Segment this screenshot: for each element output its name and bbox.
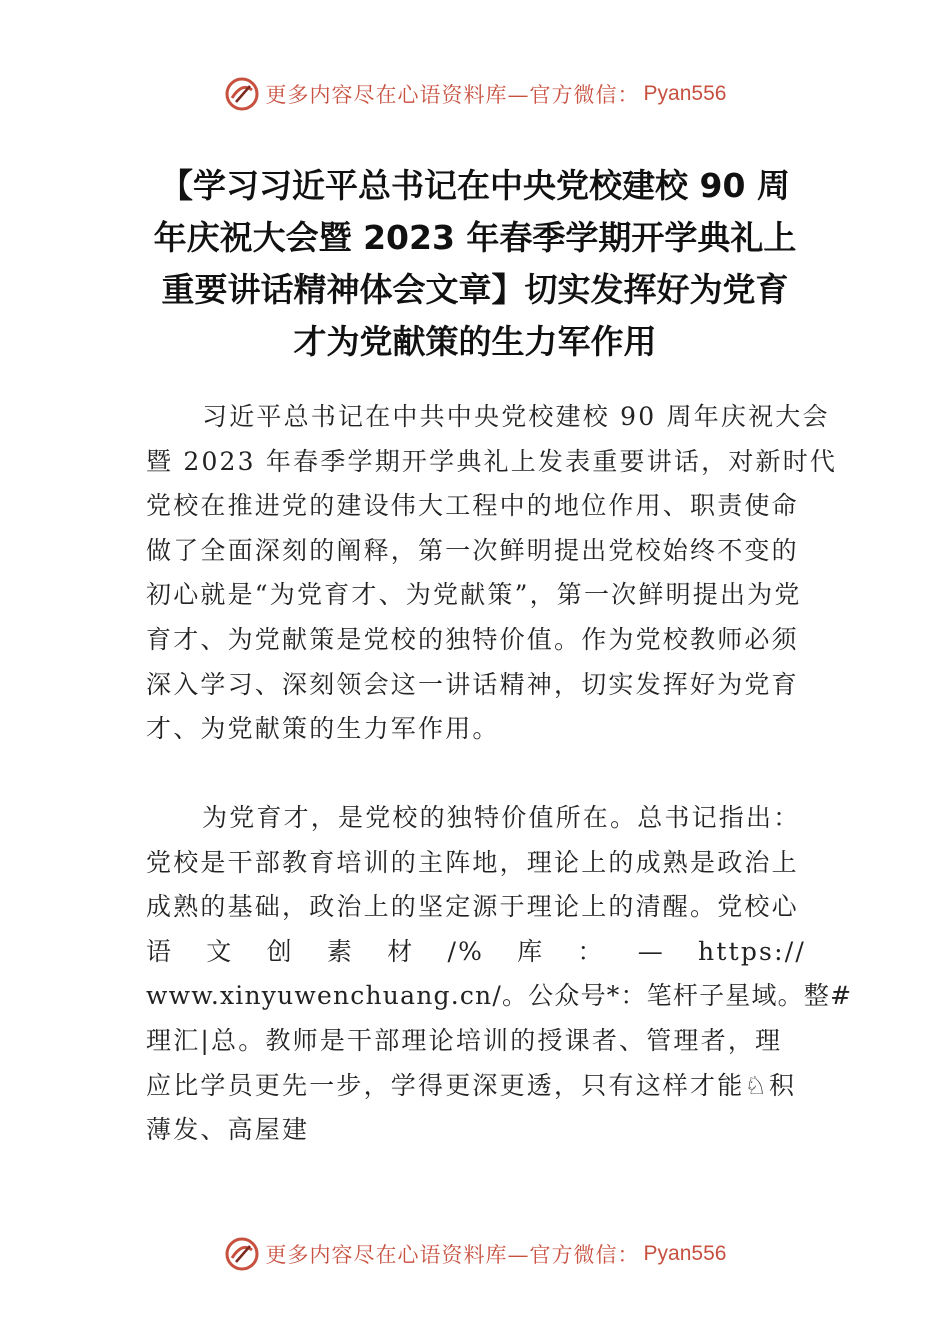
paragraph-line: 薄发、高屋建 bbox=[146, 1115, 310, 1145]
title-line: 年庆祝大会暨 2023 年春季学期开学典礼上 bbox=[153, 218, 797, 257]
paragraph-line: 暨 2023 年春季学期开学典礼上发表重要讲话，对新时代 bbox=[146, 446, 838, 476]
paragraph-line: 成熟的基础，政治上的坚定源于理论上的清醒。党校心 bbox=[146, 892, 799, 922]
spread-token: 创 bbox=[266, 936, 294, 966]
spread-token: /% bbox=[447, 936, 485, 966]
spread-token: — bbox=[637, 936, 665, 966]
header-banner bbox=[0, 72, 950, 116]
spread-token: 库 bbox=[517, 936, 545, 966]
spread-token: ： bbox=[577, 936, 605, 966]
footer-banner bbox=[0, 1232, 950, 1276]
spread-token: 文 bbox=[206, 936, 234, 966]
paragraph-line: 深入学习、深刻领会这一讲话精神，切实发挥好为党育 bbox=[146, 669, 799, 699]
paragraph-line: 初心就是“为党育才、为党献策”，第一次鲜明提出为党 bbox=[146, 580, 802, 610]
paragraph-line: 理汇|总。教师是干部理论培训的授课者、管理者，理 bbox=[146, 1025, 783, 1055]
spread-token: https:// bbox=[698, 936, 806, 966]
brand-logo-icon bbox=[224, 1236, 260, 1272]
paragraph-line: 为党育才，是党校的独特价值所在。总书记指出： bbox=[202, 803, 801, 832]
paragraph-line: 党校在推进党的建设伟大工程中的地位作用、职责使命 bbox=[146, 491, 799, 521]
paragraph-line: 习近平总书记在中共中央党校建校 90 周年庆祝大会 bbox=[202, 402, 830, 431]
paragraph-1 bbox=[146, 395, 838, 752]
banner-wechat-id: Pyan556 bbox=[643, 1242, 727, 1265]
paragraph-line: 应比学员更先一步，学得更深更透，只有这样才能♘积 bbox=[146, 1070, 797, 1100]
brand-logo-icon bbox=[224, 76, 260, 112]
title-line: 【学习习近平总书记在中央党校建校 90 周 bbox=[160, 166, 790, 205]
spread-token: 材 bbox=[387, 936, 415, 966]
paragraph-line: 育才、为党献策是党校的独特价值。作为党校教师必须 bbox=[146, 624, 799, 654]
paragraph-line: 党校是干部教育培训的主阵地，理论上的成熟是政治上 bbox=[146, 847, 799, 877]
paragraph-2 bbox=[146, 796, 853, 1153]
title-line: 才为党献策的生力军作用 bbox=[293, 322, 657, 361]
banner-text: 更多内容尽在心语资料库—官方微信： bbox=[265, 1243, 640, 1267]
banner-text: 更多内容尽在心语资料库—官方微信： bbox=[265, 83, 640, 107]
paragraph-spread-line bbox=[146, 930, 806, 975]
spread-token: 语 bbox=[146, 936, 174, 966]
title-line: 重要讲话精神体会文章】切实发挥好为党育 bbox=[161, 270, 789, 309]
paragraph-line: 才、为党献策的生力军作用。 bbox=[146, 714, 500, 744]
paragraph-line: www.xinyuwenchuang.cn/。公众号*：笔杆子星域。整# bbox=[146, 981, 853, 1011]
spread-token: 素 bbox=[326, 936, 355, 966]
paragraph-line: 做了全面深刻的阐释，第一次鲜明提出党校始终不变的 bbox=[146, 535, 799, 565]
document-title bbox=[120, 160, 830, 368]
banner-wechat-id: Pyan556 bbox=[643, 82, 727, 105]
